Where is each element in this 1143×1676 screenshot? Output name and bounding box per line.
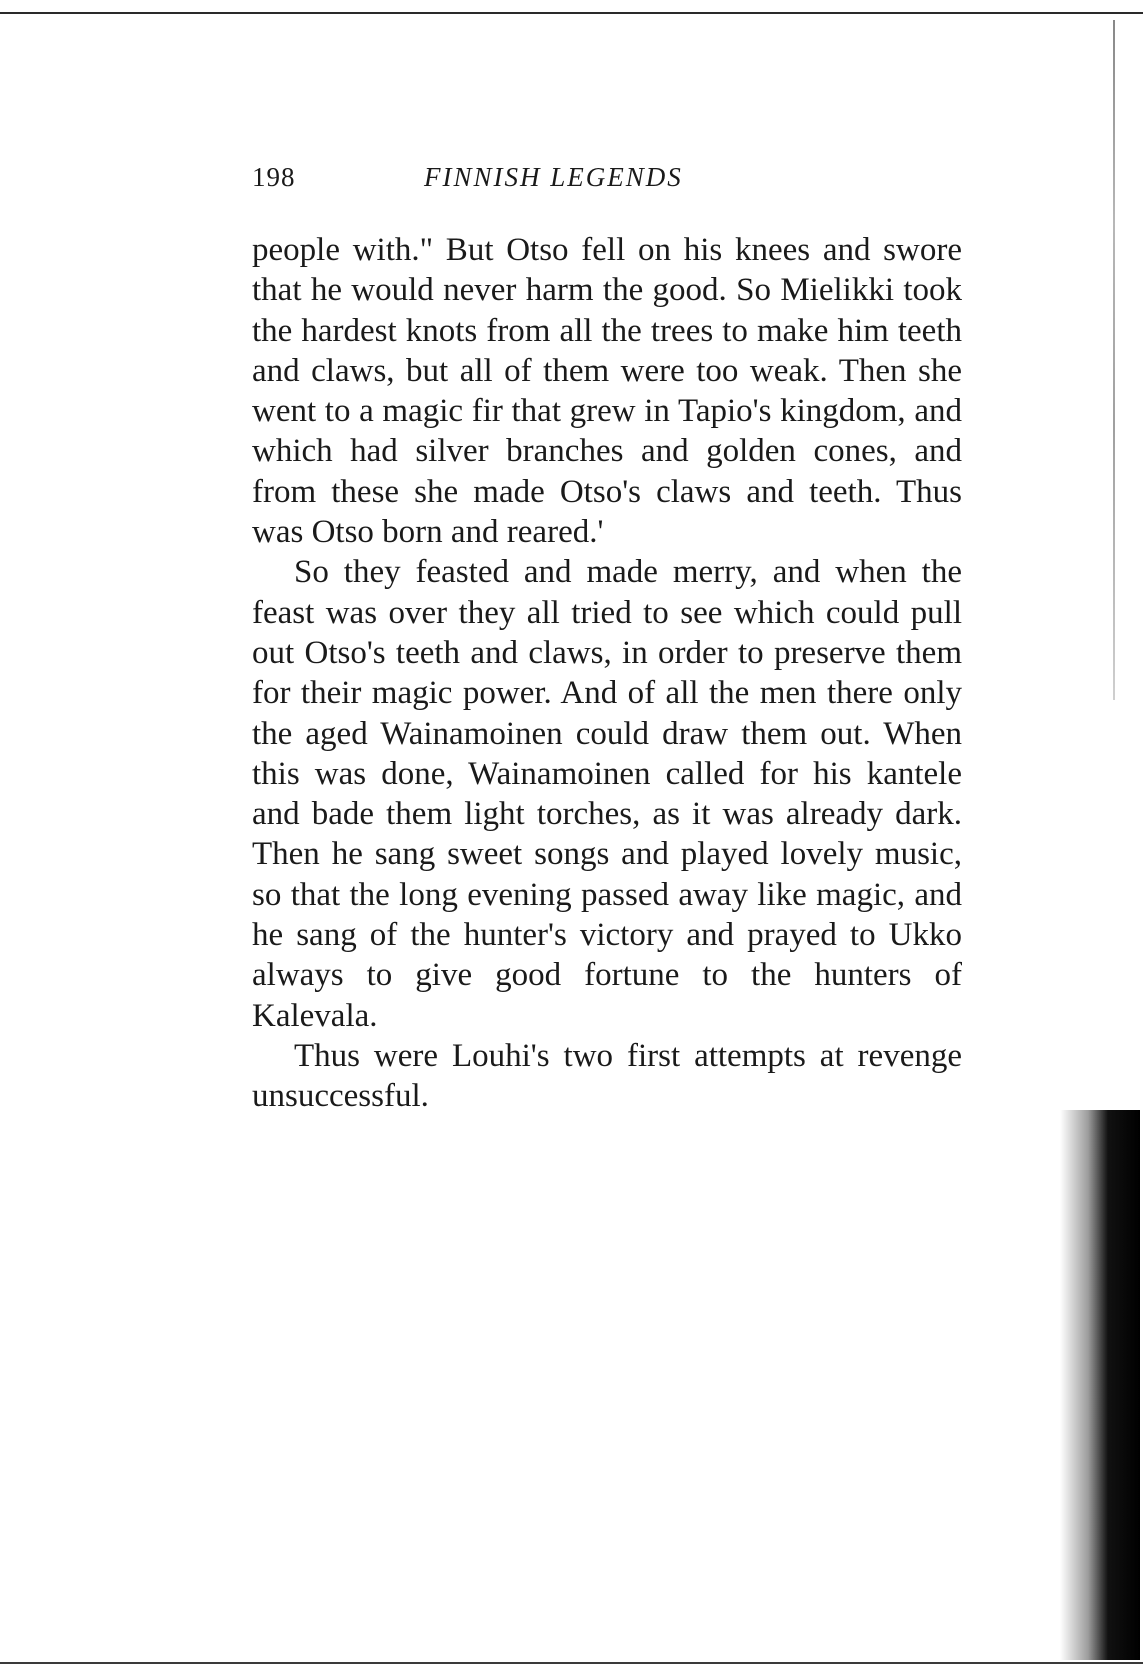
scan-edge-bottom [0,1662,1143,1664]
running-title: FINNISH LEGENDS [424,162,683,192]
paragraph-2: So they feasted and made merry, and when the feast was over they all tried to see which could pull out Otso's teeth and claws, in order to preserve them for their magic power. And of all the men there only the aged Wainamoinen could draw them out. When this was done, Wainamoinen called for his kantele and bade them light torches, as it was already dark. Then he sang sweet songs and played lovely music, so that the long evening passed away like magic, and he sang of the hunter's victory and prayed to Ukko always to give good fortune to the hunters of Kalevala. [252,554,962,1034]
scan-edge-top [0,12,1143,14]
page-body [252,230,962,1117]
binding-shadow [1060,1110,1140,1660]
page-header [252,162,792,202]
page-number: 198 [252,162,296,192]
paragraph-1: people with." But Otso fell on his knees and swore that he would never harm the good. So Mielikki took the hardest knots from all the trees to make him teeth and claws, but all of them were too weak. Then she went to a magic fir that grew in Tapio's kingdom, and which had silver branches and golden cones, and from these she made Otso's claws and teeth. Thus was Otso born and reared.' [252,232,962,551]
paragraph-3: Thus were Louhi's two first attempts at revenge unsuccessful. [252,1037,962,1115]
scan-edge-right [1113,20,1115,700]
